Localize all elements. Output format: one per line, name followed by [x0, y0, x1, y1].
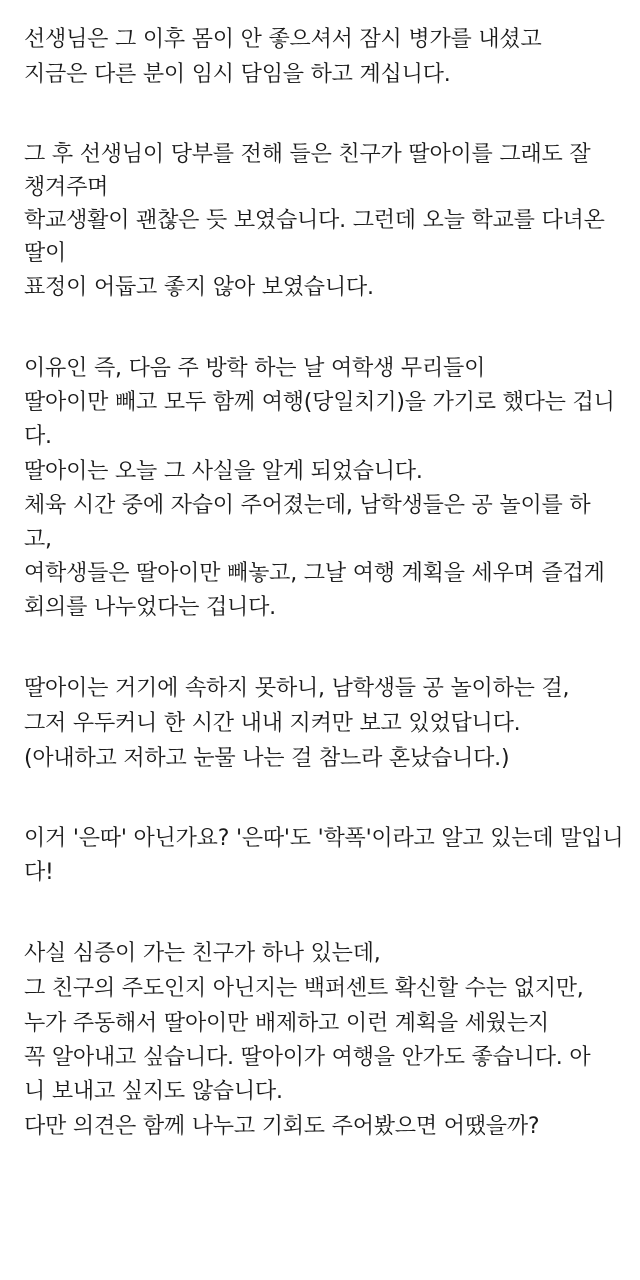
text-line: 그 친구의 주도인지 아닌지는 백퍼센트 확신할 수는 없지만, — [24, 976, 584, 1001]
text-line: 고, — [24, 527, 52, 552]
text-line: 딸아이는 거기에 속하지 못하니, 남학생들 공 놀이하는 걸, — [24, 676, 570, 701]
paragraph-3 — [24, 351, 624, 625]
text-line: 여학생들은 딸아이만 빼놓고, 그날 여행 계획을 세우며 즐겁게 — [24, 561, 605, 586]
text-line: 다. — [24, 424, 52, 449]
text-line: 딸아이만 빼고 모두 함께 여행(당일치기)을 가기로 했다는 겁니 — [24, 390, 615, 415]
text-line: 꼭 알아내고 싶습니다. 딸아이가 여행을 안가도 좋습니다. 아 — [24, 1045, 591, 1070]
text-line: 체육 시간 중에 자습이 주어졌는데, 남학생들은 공 놀이를 하 — [24, 493, 591, 518]
text-line: 딸이 — [24, 241, 67, 266]
text-line: 그저 우두커니 한 시간 내내 지켜만 보고 있었답니다. — [24, 711, 521, 736]
paragraph-4 — [24, 671, 624, 776]
paragraph-1 — [24, 22, 624, 92]
text-line: 이유인 즉, 다음 주 방학 하는 날 여학생 무리들이 — [24, 356, 486, 381]
text-line: 선생님은 그 이후 몸이 안 좋으셔서 잠시 병가를 내셨고 — [24, 27, 542, 52]
text-line: 회의를 나누었다는 겁니다. — [24, 595, 276, 620]
paragraph-gap — [24, 625, 624, 671]
paragraph-gap — [24, 92, 624, 138]
text-line: 학교생활이 괜찮은 듯 보였습니다. 그런데 오늘 학교를 다녀온 — [24, 208, 605, 233]
article-body — [24, 22, 624, 1144]
text-line: 다만 의견은 함께 나누고 기회도 주어봤으면 어땠을까? — [24, 1114, 540, 1139]
text-line: 지금은 다른 분이 임시 담임을 하고 계십니다. — [24, 62, 451, 87]
paragraph-5 — [24, 822, 624, 890]
text-line: 이거 '은따' 아닌가요? '은따'도 '학폭'이라고 알고 있는데 말입니 — [24, 826, 624, 851]
text-line: 다! — [24, 860, 54, 885]
text-line: 표정이 어둡고 좋지 않아 보였습니다. — [24, 275, 374, 300]
paragraph-gap — [24, 776, 624, 822]
text-line: 딸아이는 오늘 그 사실을 알게 되었습니다. — [24, 459, 423, 484]
text-line: 챙겨주며 — [24, 175, 109, 200]
paragraph-6 — [24, 936, 624, 1144]
text-line: 그 후 선생님이 당부를 전해 들은 친구가 딸아이를 그래도 잘 — [24, 142, 591, 167]
paragraph-2 — [24, 138, 624, 305]
paragraph-gap — [24, 305, 624, 351]
text-line: (아내하고 저하고 눈물 나는 걸 참느라 혼났습니다.) — [24, 746, 510, 771]
paragraph-gap — [24, 890, 624, 936]
text-line: 누가 주동해서 딸아이만 배제하고 이런 계획을 세웠는지 — [24, 1011, 549, 1036]
text-line: 사실 심증이 가는 친구가 하나 있는데, — [24, 941, 381, 966]
text-line: 니 보내고 싶지도 않습니다. — [24, 1079, 283, 1104]
